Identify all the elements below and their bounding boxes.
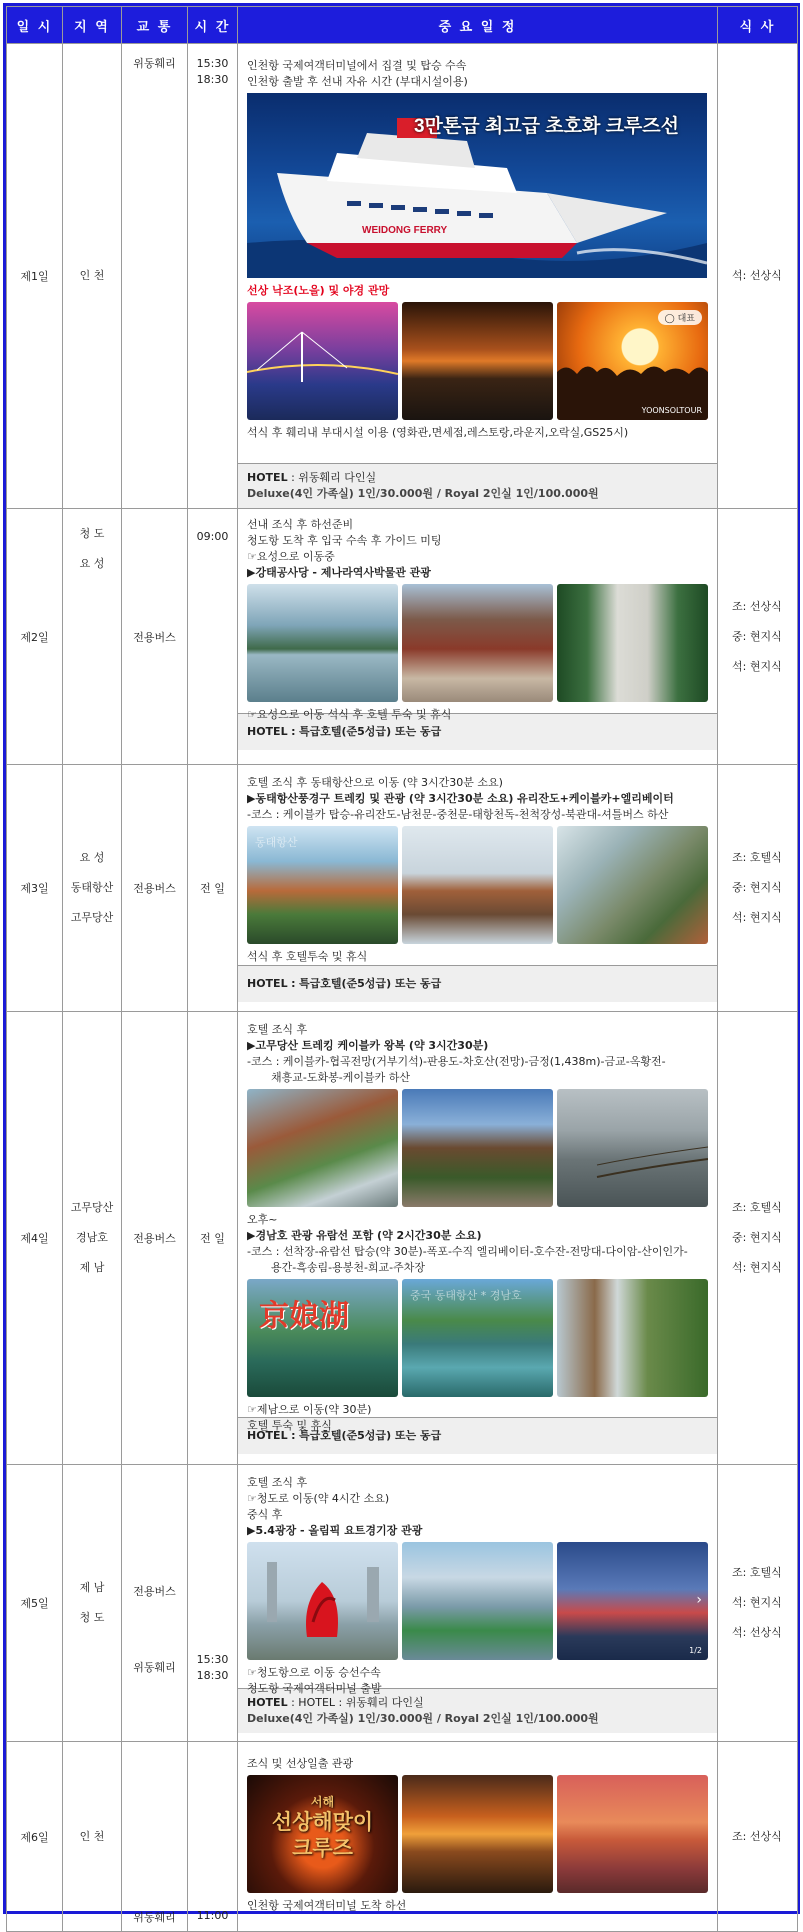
- hotel-info: HOTEL : 특급호텔(준5성급) 또는 동급: [238, 965, 717, 1002]
- hotel-price: Deluxe(4인 가족실) 1인/30.000원 / Royal 2인실 1인/100.000원: [247, 1712, 599, 1725]
- transport-cell: 전용버스: [122, 765, 188, 1012]
- meal-item: 조: 선상식: [732, 1829, 782, 1843]
- day-label: 제6일: [7, 1742, 63, 1932]
- meal-cell: [718, 1465, 798, 1742]
- meal-item: 석: 현지식: [732, 1596, 782, 1609]
- photo-caption: 동태항산: [255, 836, 298, 849]
- meal-item: 조: 선상식: [732, 599, 782, 613]
- cliff-pavilion-photo: [402, 1089, 553, 1207]
- day-label: 제4일: [7, 1012, 63, 1465]
- hotel-name: 위동훼리 다인실: [298, 471, 377, 484]
- hotel-label: HOTEL: [247, 977, 288, 990]
- lake-calligraphy-photo: [247, 1279, 398, 1397]
- poster-line: 서해: [310, 1795, 335, 1809]
- sea-sunset-photo: [402, 302, 553, 420]
- photo-watermark: YOONSOLTOUR: [641, 406, 702, 415]
- schedule-cell: [238, 44, 718, 509]
- transport-cell: [122, 44, 188, 509]
- schedule-line: ☞요성으로 이동중: [247, 550, 335, 563]
- lake-boat-photo: [402, 1279, 553, 1397]
- transport-cell: [122, 1742, 188, 1932]
- photo-row: [247, 1775, 708, 1893]
- poster-line: 선상해맞이: [271, 1810, 374, 1834]
- schedule-line: ▶경남호 관광 유람선 포함 (약 2시간30분 소요): [247, 1229, 482, 1242]
- glass-walkway-photo: [247, 1089, 398, 1207]
- photo-caption: 중국 동태항산 * 경남호: [410, 1289, 522, 1302]
- schedule-line: ▶고무당산 트레킹 케이블카 왕복 (약 3시간30분): [247, 1039, 489, 1052]
- schedule-line: 호텔 투숙 및 휴식: [247, 1419, 332, 1432]
- cliff-walkway-photo: [557, 826, 708, 944]
- schedule-line: 청도항 국제여객터미널 출발: [247, 1682, 382, 1695]
- transport-name: 전용버스: [133, 1585, 176, 1598]
- day-row-2: [7, 509, 798, 765]
- meal-item: 중: 현지식: [732, 629, 782, 643]
- schedule-line: -코스 : 케이블카 탑승-유리잔도-남천문-중천문-태항천독-천척장성-북관대-셔틀버스 하산: [247, 808, 669, 821]
- transport-cell: 전용버스: [122, 1012, 188, 1465]
- hotel-name: 특급호텔(준5성급) 또는 동급: [299, 1429, 442, 1442]
- schedule-line: 오후~: [247, 1213, 278, 1226]
- meal-cell: [718, 1742, 798, 1932]
- hotel-label: HOTEL: [247, 1696, 288, 1709]
- header-schedule: 중 요 일 정: [238, 7, 718, 44]
- schedule-line: 선내 조식 후 하선준비: [247, 518, 354, 531]
- day-label: 제2일: [7, 509, 63, 765]
- region-cell: [63, 509, 122, 765]
- schedule-line: ▶5.4광장 - 올림픽 요트경기장 관광: [247, 1524, 423, 1537]
- meal-item: 조: 호텔식: [732, 1566, 782, 1579]
- photo-row: [247, 302, 708, 420]
- header-transport: 교 통: [122, 7, 188, 44]
- hotel-info: HOTEL : 특급호텔(준5성급) 또는 동급: [238, 1417, 717, 1454]
- region-name: 요 성: [79, 557, 105, 570]
- schedule-line: -코스 : 선착장-유람선 탑승(약 30분)-폭포-수직 엘리베이터-호수잔-전망대-다이암-산이인가-: [247, 1245, 688, 1258]
- photo-row: [247, 1279, 708, 1397]
- schedule-line: 호텔 조식 후: [247, 1476, 308, 1489]
- waterfall-cliff-photo: [557, 1279, 708, 1397]
- ferry-banner-image: [247, 93, 707, 278]
- qingdao-night-photo: [557, 1542, 708, 1660]
- sunrise-cruise-poster: [247, 1775, 398, 1893]
- schedule-line: ☞제남으로 이동(약 30분): [247, 1403, 372, 1416]
- day-label: 제3일: [7, 765, 63, 1012]
- schedule-line: ☞청도로 이동(약 4시간 소요): [247, 1492, 390, 1505]
- time-cell: [188, 44, 238, 509]
- time-value: 15:30: [196, 57, 229, 70]
- badge-text: 대표: [677, 314, 695, 324]
- svg-text:WEIDONG FERRY: WEIDONG FERRY: [362, 225, 448, 236]
- schedule-line: 석식 후 훼리내 부대시설 이용 (영화관,면세점,레스토랑,라운지,오락실,GS25시): [247, 426, 629, 439]
- region-cell: [63, 765, 122, 1012]
- transport-cell: [122, 1465, 188, 1742]
- meal-item: 석: 현지식: [732, 659, 782, 673]
- schedule-line: 채흥교-도화봉-케이블카 하산: [271, 1071, 410, 1084]
- meal-cell: [718, 509, 798, 765]
- meal-item: 조: 호텔식: [732, 851, 782, 864]
- meal-item: 석: 현지식: [732, 1261, 782, 1274]
- header-meal: 식 사: [718, 7, 798, 44]
- header-region: 지 역: [63, 7, 122, 44]
- itinerary-frame: [3, 3, 800, 1924]
- schedule-line: ▶동태항산풍경구 트레킹 및 관광 (약 3시간30분 소요) 유리잔도+케이블카+엘리베이터: [247, 792, 674, 805]
- meal-cell: [718, 1012, 798, 1465]
- hotel-name: 특급호텔(준5성급) 또는 동급: [299, 977, 442, 990]
- meal-item: 중: 현지식: [732, 881, 782, 894]
- region-name: 동태항산: [70, 881, 114, 894]
- region-cell: [63, 1465, 122, 1742]
- schedule-line: 인천항 국제여객터미널에서 집결 및 탑승 수속: [247, 59, 467, 72]
- meal-item: 조: 호텔식: [732, 1201, 782, 1214]
- region-cell: [63, 1742, 122, 1932]
- region-name: 요 성: [79, 851, 105, 864]
- time-cell: [188, 1742, 238, 1932]
- sunrise-crowd-photo: [557, 302, 708, 420]
- time-value: 15:30: [196, 1653, 229, 1666]
- region-name: 제 남: [79, 1261, 105, 1274]
- photo-row: [247, 1089, 708, 1207]
- olympic-sailing-photo: [402, 1542, 553, 1660]
- meal-item: 석: 선상식: [732, 269, 782, 282]
- schedule-cell: [238, 1742, 718, 1932]
- region-name: 경남호: [76, 1231, 108, 1244]
- itinerary-table: [6, 6, 798, 1932]
- crowd-silhouette-icon: [557, 302, 708, 420]
- region-name: 제 남: [79, 1581, 105, 1594]
- shrine-cypress-photo: [557, 584, 708, 702]
- schedule-line: ☞청도항으로 이동 승선수속: [247, 1666, 381, 1679]
- region-cell: [63, 1012, 122, 1465]
- schedule-line: -코스 : 케이블카-협곡전망(거부기석)-판용도-차호산(전망)-금정(1,438m)-금교-옥황전-: [247, 1055, 666, 1068]
- photo-row: [247, 584, 708, 702]
- time-cell: 전 일: [188, 1012, 238, 1465]
- meal-item: 석: 현지식: [732, 911, 782, 924]
- schedule-cell: [238, 1012, 718, 1465]
- meal-cell: [718, 44, 798, 509]
- time-value: 11:00: [196, 1908, 229, 1922]
- day-row-5: [7, 1465, 798, 1742]
- schedule-line: 조식 및 선상일출 관광: [247, 1757, 354, 1770]
- time-cell: [188, 509, 238, 765]
- representative-badge: ◯ 대표: [658, 310, 702, 325]
- day-row-3: [7, 765, 798, 1012]
- time-value: 18:30: [196, 73, 229, 86]
- meal-item: 석: 선상식: [732, 1626, 782, 1639]
- transport-name: 위동훼리: [133, 1910, 176, 1924]
- time-cell: 전 일: [188, 765, 238, 1012]
- header-row: [7, 7, 798, 44]
- next-arrow-icon[interactable]: ›: [696, 1592, 702, 1608]
- schedule-line: 석식 후 호텔투숙 및 휴식: [247, 950, 368, 963]
- schedule-cell: [238, 1465, 718, 1742]
- bridge-icon: [247, 302, 398, 420]
- day-row-6: [7, 1742, 798, 1932]
- hotel-name: HOTEL : 위동훼리 다인실: [298, 1696, 424, 1709]
- transport-cell: 전용버스: [122, 509, 188, 765]
- hotel-price: Deluxe(4인 가족실) 1인/30.000원 / Royal 2인실 1인/100.000원: [247, 487, 599, 500]
- memorial-gate-photo: [402, 584, 553, 702]
- transport-name: 위동훼리: [133, 57, 176, 70]
- sea-dawn-photo: [402, 1775, 553, 1893]
- time-value: 18:30: [196, 1669, 229, 1682]
- region-name: 청 도: [79, 527, 105, 540]
- region-name: 고무당산: [70, 1201, 114, 1214]
- hotel-label: HOTEL: [247, 1429, 288, 1442]
- hotel-name: 특급호텔(준5성급) 또는 동급: [299, 725, 442, 738]
- suspension-bridge-photo: [557, 1089, 708, 1207]
- schedule-line: 중식 후: [247, 1508, 283, 1521]
- may-fourth-square-photo: [247, 1542, 398, 1660]
- photo-row: [247, 826, 708, 944]
- poster-text: [247, 1795, 398, 1861]
- rope-bridge-icon: [557, 1089, 708, 1207]
- cloud-sea-photo: [402, 826, 553, 944]
- schedule-cell: [238, 509, 718, 765]
- hotel-info: HOTEL : 위동훼리 다인실 Deluxe(4인 가족실) 1인/30.000원 / Royal 2인실 1인/100.000원: [238, 463, 717, 508]
- hotel-info: HOTEL : 특급호텔(준5성급) 또는 동급: [238, 713, 717, 750]
- region-name: 인 천: [79, 269, 105, 282]
- time-cell: [188, 1465, 238, 1742]
- schedule-line: 호텔 조식 후: [247, 1023, 308, 1036]
- day-label: 제1일: [7, 44, 63, 509]
- hotel-label: HOTEL: [247, 725, 288, 738]
- bridge-night-photo: [247, 302, 398, 420]
- header-time: 시 간: [188, 7, 238, 44]
- schedule-line: ☞요성으로 이동 석식 후 호텔 투숙 및 휴식: [247, 708, 452, 721]
- schedule-line: 호텔 조식 후 동태항산으로 이동 (약 3시간30분 소요): [247, 776, 503, 789]
- schedule-line: 용간-흑송림-용봉천-희교-주차장: [271, 1261, 426, 1274]
- time-value: 09:00: [196, 530, 229, 543]
- region-name: 청 도: [79, 1611, 105, 1624]
- region-cell: [63, 44, 122, 509]
- meal-cell: [718, 765, 798, 1012]
- schedule-line: ▶강태공사당 - 제나라역사박물관 관광: [247, 566, 431, 579]
- day-row-1: [7, 44, 798, 509]
- meal-item: 중: 현지식: [732, 1231, 782, 1244]
- schedule-line: 인천항 출발 후 선내 자유 시간 (부대시설이용): [247, 75, 468, 88]
- header-day: 일 시: [7, 7, 63, 44]
- ferry-banner-title: 3만톤급 최고급 초호화 크루즈선: [413, 116, 679, 137]
- transport-name: 위동훼리: [133, 1661, 176, 1674]
- hotel-label: HOTEL: [247, 471, 288, 484]
- lake-name-calligraphy: 京娘湖: [259, 1299, 349, 1334]
- sea-horizon-photo: [557, 1775, 708, 1893]
- photo-row: [247, 1542, 708, 1660]
- schedule-cell: [238, 765, 718, 1012]
- region-name: 고무당산: [70, 911, 114, 924]
- hotel-info: HOTEL : HOTEL : 위동훼리 다인실 Deluxe(4인 가족실) 1인/30.000원 / Royal 2인실 1인/100.000원: [238, 1688, 717, 1733]
- highlight-line: 선상 낙조(노을) 및 야경 관망: [247, 284, 390, 297]
- day-row-4: [7, 1012, 798, 1465]
- red-sculpture-icon: [247, 1542, 398, 1660]
- photo-counter: 1/2: [689, 1646, 702, 1655]
- lake-temple-photo: [247, 584, 398, 702]
- day-label: 제5일: [7, 1465, 63, 1742]
- schedule-line: 청도항 도착 후 입국 수속 후 가이드 미팅: [247, 534, 442, 547]
- poster-line: 크루즈: [292, 1836, 353, 1860]
- region-name: 인 천: [79, 1829, 105, 1843]
- mountain-cliff-photo: [247, 826, 398, 944]
- schedule-line: 인천항 국제여객터미널 도착 하선: [247, 1899, 407, 1912]
